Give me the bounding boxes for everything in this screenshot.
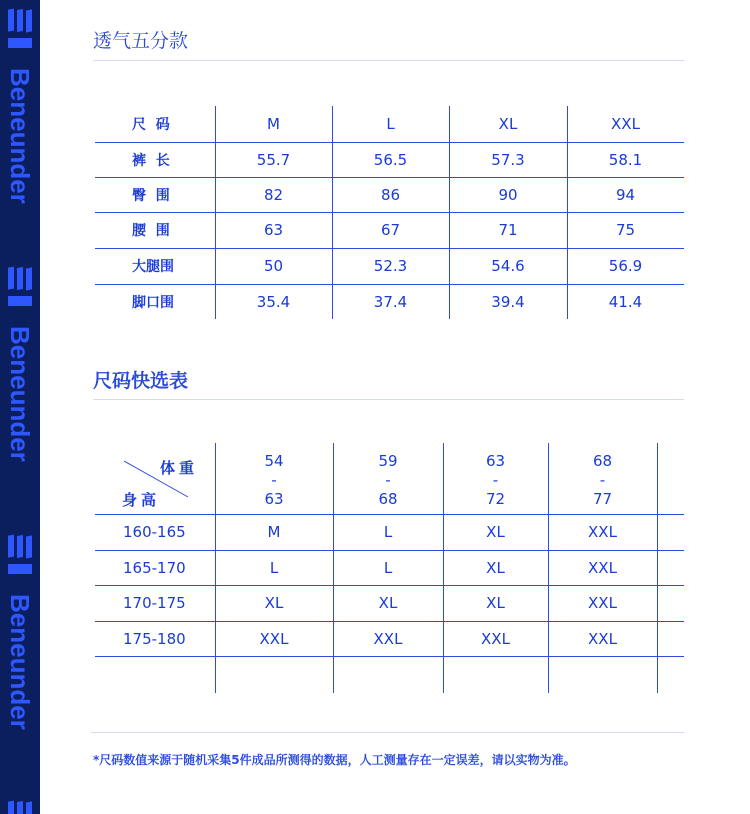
table-cell: 55.7: [256, 150, 291, 169]
table-cell: 56.5: [373, 150, 408, 169]
weight-range-header: [215, 449, 333, 512]
table-cell: 52.3: [373, 257, 408, 275]
table-cell: L: [269, 558, 279, 577]
table-cell: L: [383, 558, 393, 577]
table-cell: XL: [486, 523, 505, 541]
brand-wordmark: Beneunder: [5, 594, 35, 730]
column-header: XXL: [611, 115, 640, 133]
table-cell: 56.9: [608, 257, 643, 275]
weight-range-dash: -: [492, 471, 499, 489]
row-header: 165-170: [123, 558, 186, 577]
row-header: 臀 围: [132, 187, 170, 204]
row-header: 160-165: [123, 523, 186, 541]
table-cell: 58.1: [608, 150, 643, 169]
row-header: 腰 围: [132, 223, 170, 239]
weight-range-header: [548, 449, 657, 512]
table-cell: 75: [615, 221, 636, 239]
table-cell: 86: [380, 185, 401, 204]
quick-table-title: 尺码快选表: [93, 370, 189, 392]
table-cell: 35.4: [256, 292, 291, 311]
table-cell: XL: [486, 558, 505, 577]
table-cell: 82: [263, 185, 284, 204]
weight-range-from: 68: [592, 452, 613, 470]
table-cell: XXL: [588, 523, 617, 541]
row-header: 尺 码: [132, 117, 170, 133]
row-header: 大腿围: [132, 259, 174, 275]
size-table-title: 透气五分款: [93, 30, 189, 52]
table-cell: 37.4: [373, 292, 408, 311]
brand-unit: [0, 8, 40, 276]
brand-strip: [0, 0, 40, 814]
table-cell: 50: [263, 257, 284, 275]
table-cell: L: [383, 523, 393, 541]
row-header: 脚口围: [132, 294, 174, 311]
table-rule: [95, 656, 684, 657]
weight-range-from: 54: [264, 452, 284, 470]
column-header: M: [267, 115, 280, 133]
brand-unit: [0, 534, 40, 802]
corner-weight-label: 体重: [160, 459, 199, 477]
row-header: 裤 长: [132, 152, 170, 169]
footnote: *尺码数值来源于随机采集5件成品所测得的数据，人工测量存在一定误差，请以实物为准。: [93, 753, 576, 767]
row-header: 175-180: [123, 629, 186, 648]
weight-range-to: 68: [378, 490, 398, 508]
row-header: 170-175: [123, 594, 186, 612]
weight-range-header: [333, 449, 443, 512]
weight-range-header: [443, 449, 548, 512]
table-cell: M: [267, 523, 281, 541]
table-cell: 54.6: [491, 257, 525, 275]
weight-range-to: 72: [485, 490, 506, 508]
table-cell: XL: [486, 594, 505, 612]
table-cell: 39.4: [491, 292, 525, 311]
column-header: XL: [498, 115, 518, 133]
weight-range-dash: -: [599, 471, 606, 489]
brand-logo-icon: [6, 534, 34, 578]
table-cell: XXL: [588, 558, 617, 577]
table-rule: [657, 443, 658, 693]
corner-height-label: 身高: [122, 491, 161, 509]
table-cell: XL: [264, 594, 284, 612]
table-cell: 57.3: [491, 150, 525, 169]
table-cell: XXL: [588, 594, 617, 612]
weight-range-to: 77: [592, 490, 613, 508]
brand-wordmark: Beneunder: [5, 326, 35, 462]
weight-range-from: 63: [485, 452, 506, 470]
weight-range-from: 59: [378, 452, 398, 470]
table-cell: 94: [615, 185, 636, 204]
table-cell: XXL: [259, 629, 289, 648]
column-header: L: [386, 115, 395, 133]
brand-logo-icon: [6, 266, 34, 310]
divider: [93, 399, 684, 400]
table-cell: 63: [263, 221, 284, 239]
brand-logo-icon: [6, 800, 34, 814]
table-cell: 67: [380, 221, 401, 239]
table-cell: 41.4: [608, 292, 643, 311]
table-cell: 90: [498, 185, 518, 204]
weight-range-dash: -: [385, 471, 391, 489]
weight-range-dash: -: [271, 471, 277, 489]
table-cell: 71: [498, 221, 518, 239]
divider: [93, 60, 684, 61]
weight-range-to: 63: [264, 490, 284, 508]
table-cell: XXL: [481, 629, 510, 648]
brand-wordmark: Beneunder: [5, 68, 35, 204]
brand-logo-icon: [6, 8, 34, 52]
brand-unit: [0, 800, 40, 814]
divider: [91, 732, 684, 733]
table-cell: XL: [378, 594, 398, 612]
table-cell: XXL: [588, 629, 617, 648]
table-cell: XXL: [373, 629, 403, 648]
brand-unit: [0, 266, 40, 534]
